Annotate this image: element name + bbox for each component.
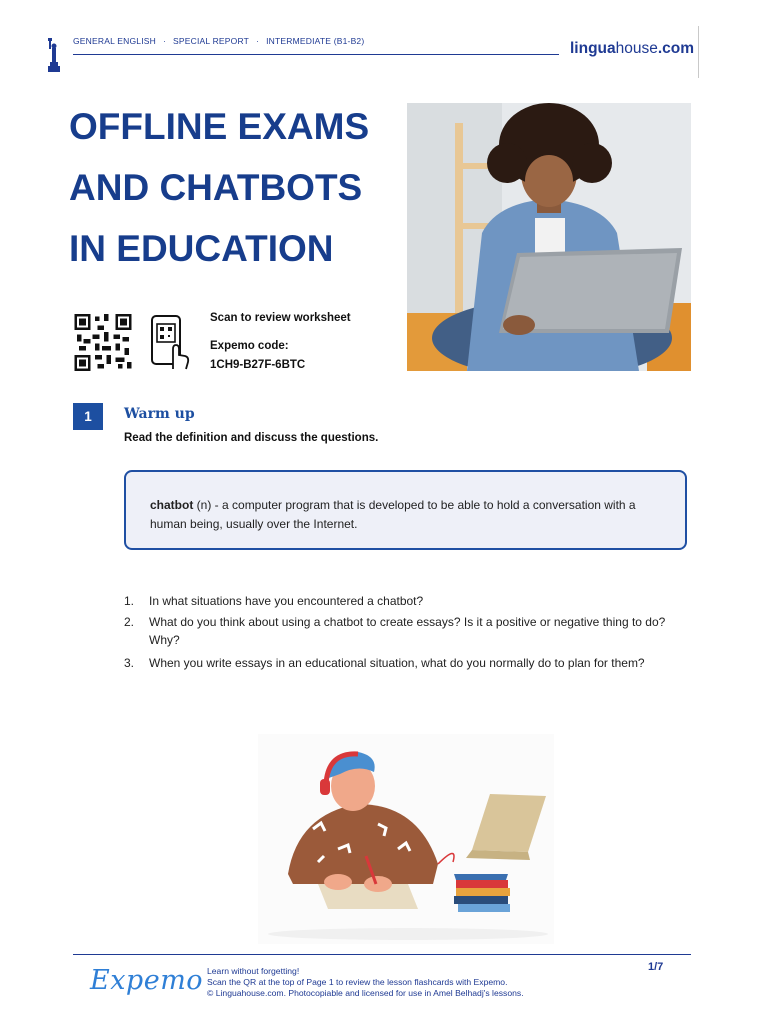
page-number: 1/7 [648, 961, 664, 973]
breadcrumb-separator: · [256, 36, 260, 46]
phone-scan-icon [149, 313, 191, 371]
question-number: 1. [124, 594, 135, 608]
expemo-logo: Expemo [90, 965, 204, 996]
scan-label: Scan to review worksheet [210, 312, 351, 324]
header-vertical-rule [698, 26, 699, 78]
page-title [69, 96, 399, 279]
footer-copyright: © Linguahouse.com. Photocopiable and licensed for use in Amel Belhadj's lessons. [207, 988, 524, 998]
footer-note [207, 966, 524, 999]
footer-divider [73, 954, 691, 955]
statue-of-liberty-icon [47, 38, 61, 72]
footer-scan-instruction: Scan the QR at the top of Page 1 to review the lesson flashcards with Expemo. [207, 977, 508, 987]
breadcrumb-category: GENERAL ENGLISH [73, 36, 156, 46]
definition-term: chatbot [150, 498, 194, 512]
definition-text [150, 496, 670, 534]
breadcrumb [73, 36, 364, 46]
title-line: AND CHATBOTS [69, 167, 363, 208]
expemo-code-label: Expemo code: [210, 340, 289, 352]
definition-body: (n) - a computer program that is developed to be able to hold a conversation with a human being, usually over the Internet. [150, 498, 636, 531]
definition-box [124, 470, 687, 550]
title-line: IN EDUCATION [69, 228, 334, 269]
question-item [124, 592, 704, 610]
question-text: What do you think about using a chatbot to create essays? Is it a positive or negative thing to do? Why? [149, 615, 666, 647]
section-number: 1 [73, 403, 103, 430]
question-item [124, 613, 704, 649]
question-number: 2. [124, 615, 135, 629]
header-divider [73, 54, 559, 55]
title-line: OFFLINE EXAMS [69, 106, 370, 147]
expemo-code-value: 1CH9-B27F-6BTC [210, 359, 306, 371]
breadcrumb-level: INTERMEDIATE (B1-B2) [266, 36, 365, 46]
question-text: In what situations have you encountered a chatbot? [149, 594, 424, 608]
student-laptop-photo [407, 103, 691, 371]
qr-code-icon[interactable] [73, 314, 133, 371]
question-item [124, 654, 704, 672]
section-instruction: Read the definition and discuss the questions. [124, 432, 379, 444]
footer-tagline: Learn without forgetting! [207, 966, 300, 976]
section-title: Warm up [124, 406, 195, 422]
breadcrumb-type: SPECIAL REPORT [173, 36, 250, 46]
breadcrumb-separator: · [163, 36, 167, 46]
linguahouse-logo: linguahouse.com [570, 40, 695, 57]
question-text: When you write essays in an educational situation, what do you normally do to plan for them? [149, 656, 645, 670]
student-writing-illustration [258, 734, 554, 944]
question-number: 3. [124, 656, 135, 670]
